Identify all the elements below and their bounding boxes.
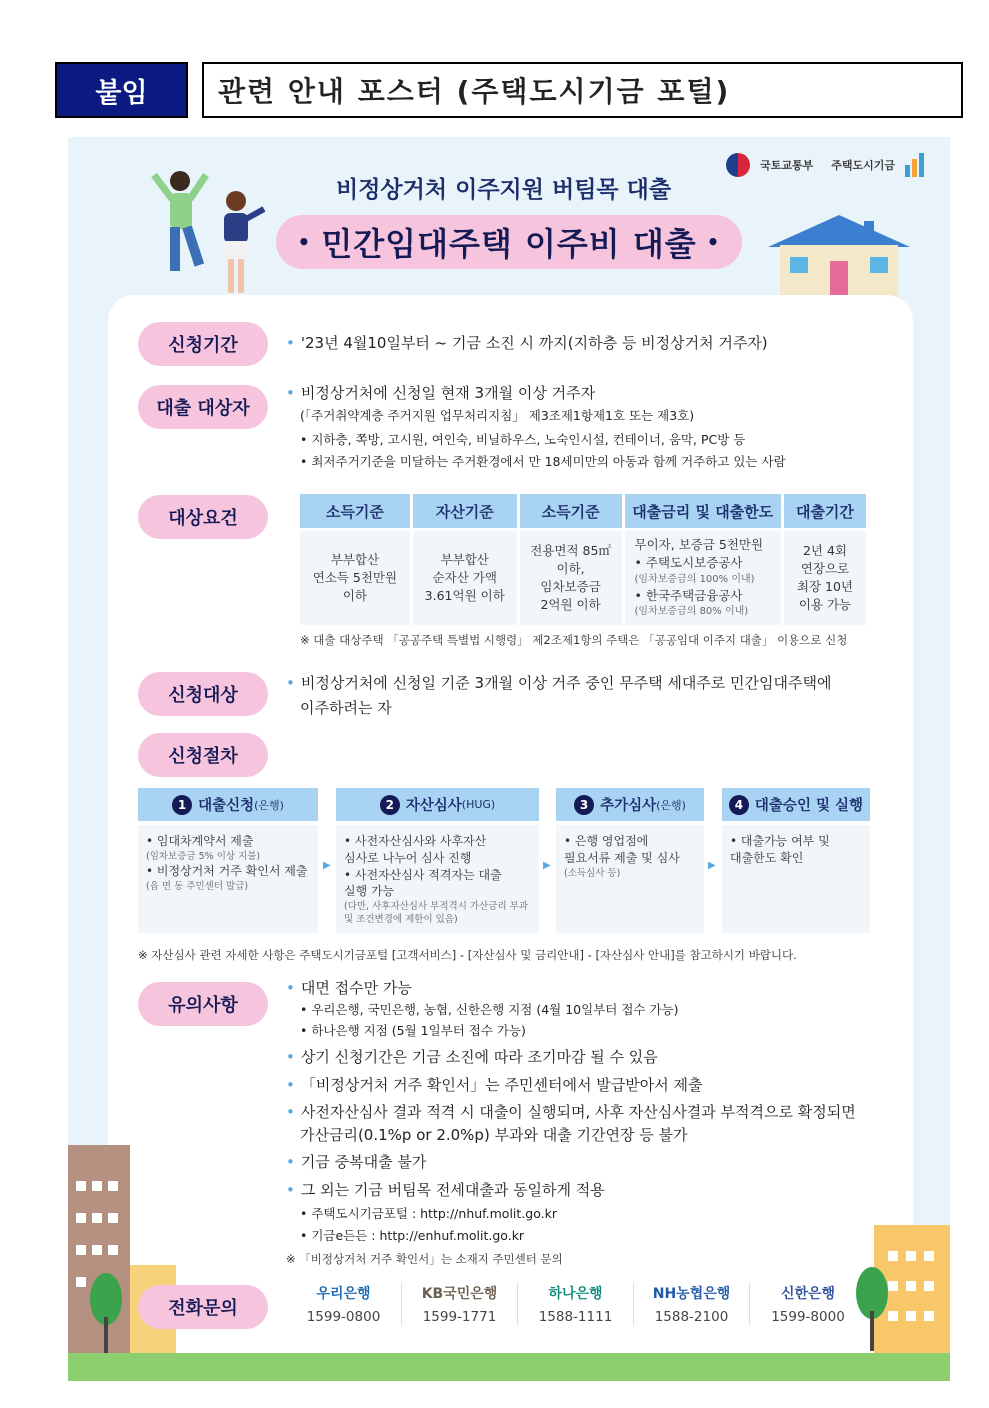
applicant-label: 신청대상 <box>138 672 268 716</box>
caution-item: • 주택도시기금포털 : http://nhuf.molit.go.kr <box>300 1206 557 1221</box>
period-text: • '23년 4월10일부터 ~ 기금 소진 시 까지(지하층 등 비정상거처 거주자) <box>286 333 768 355</box>
fund-logo-icon <box>905 153 924 177</box>
ministry-logo-icon <box>726 153 750 177</box>
requirements-label: 대상요건 <box>138 495 268 539</box>
bank-phone: 1599-0800 <box>306 1309 381 1325</box>
period-label: 신청기간 <box>138 322 268 366</box>
main-title-text: 민간임대주택 이주비 대출 <box>321 225 697 263</box>
ground-strip <box>68 1353 950 1381</box>
contact-label: 전화문의 <box>138 1285 268 1329</box>
caution-item: • 사전자산심사 결과 적격 시 대출이 실행되며, 사후 자산심사결과 부적격으로 확정되면 <box>286 1102 856 1124</box>
ministry-name: 국토교통부 <box>760 159 814 172</box>
tree-trunk-icon <box>870 1311 874 1351</box>
caution-item: • 상기 신청기간은 기금 소진에 따라 조기마감 될 수 있음 <box>286 1047 658 1069</box>
req-cell-period: 2년 4회 연장으로 최장 10년 이용 가능 <box>784 531 866 625</box>
caution-item: • 「비정상거처 거주 확인서」는 주민센터에서 발급받아서 제출 <box>286 1075 702 1097</box>
caution-item: • 기금 중복대출 불가 <box>286 1152 426 1174</box>
step-2: 2 자산심사 (HUG) • 사전자산심사와 사후자산 심사로 나누어 심사 진행 • 사전자산심사 적격자는 대출 실행 가능 (다만, 사후자산심사 부적격시 가산금리 부과 및 조건변경에 제한이 있음) <box>336 788 539 933</box>
step-4: 4 대출승인 및 실행 • 대출가능 여부 및 대출한도 확인 <box>722 788 870 933</box>
target-line3: • 지하층, 쪽방, 고시원, 여인숙, 비닐하우스, 노숙인시설, 컨테이너, 움막, PC방 등 <box>300 432 746 447</box>
poster-subtitle: 비정상거처 이주지원 버팀목 대출 <box>336 177 672 203</box>
poster <box>68 137 950 1381</box>
caution-item: • 그 외는 기금 버팀목 전세대출과 동일하게 적용 <box>286 1180 605 1202</box>
procedure-steps <box>138 788 872 936</box>
procedure-label: 신청절차 <box>138 733 268 777</box>
bank-woori: 우리은행 1599-0800 <box>286 1283 402 1325</box>
requirements-table <box>300 494 866 625</box>
req-header-income: 소득기준 <box>300 494 410 528</box>
tree-trunk-icon <box>104 1317 108 1357</box>
step-1: 1 대출신청 (은행) • 임대차계약서 제출 (임차보증금 5% 이상 지불) • 비정상거처 거주 확인서 제출 (읍 면 동 주민센터 발급) <box>138 788 318 933</box>
step-arrow-icon: ▶ <box>543 860 551 871</box>
req-header-housing: 소득기준 <box>520 494 622 528</box>
applicant-line2: 이주하려는 자 <box>300 699 392 717</box>
attachment-header <box>55 62 963 118</box>
req-cell-housing: 전용면적 85㎡ 이하, 임차보증금 2억원 이하 <box>520 531 622 625</box>
bank-phone: 1599-8000 <box>771 1309 845 1325</box>
bank-phone: 1588-2100 <box>654 1309 729 1325</box>
house-illustration-icon <box>764 213 914 297</box>
bank-kb: KB국민은행 1599-1771 <box>402 1283 518 1325</box>
req-cell-asset: 부부합산 순자산 가액 3.61억원 이하 <box>413 531 517 625</box>
req-header-asset: 자산기준 <box>413 494 517 528</box>
bank-phone: 1588-1111 <box>538 1309 613 1325</box>
target-label: 대출 대상자 <box>138 385 268 429</box>
bank-hana: 하나은행 1588-1111 <box>518 1283 634 1325</box>
caution-item: • 하나은행 지점 (5월 1일부터 접수 가능) <box>300 1023 526 1038</box>
caution-item: • 우리은행, 국민은행, 농협, 신한은행 지점 (4월 10일부터 접수 가능) <box>300 1002 679 1017</box>
req-header-period: 대출기간 <box>784 494 866 528</box>
caution-note: ※ 「비정상거처 거주 확인서」는 소재지 주민센터 문의 <box>286 1252 563 1266</box>
req-cell-income: 부부합산 연소득 5천만원 이하 <box>300 531 410 625</box>
step-arrow-icon: ▶ <box>323 860 331 871</box>
caution-item: • 대면 접수만 가능 <box>286 978 412 1000</box>
logos <box>726 153 924 177</box>
attachment-tag: 붙임 <box>55 62 188 118</box>
caution-item: • 기금e든든 : http://enhuf.molit.go.kr <box>300 1228 525 1243</box>
bank-nh: NH농협은행 1588-2100 <box>634 1283 750 1325</box>
applicant-line1: • 비정상거처에 신청일 기준 3개월 이상 거주 중인 무주택 세대주로 민간임대주택에 <box>286 673 832 695</box>
caution-label: 유의사항 <box>138 982 268 1026</box>
bank-contacts <box>286 1283 866 1325</box>
bank-phone: 1599-1771 <box>422 1309 497 1325</box>
step-3: 3 추가심사 (은행) • 은행 영업점에 필요서류 제출 및 심사 (소득심사 등) <box>556 788 704 933</box>
target-line1: • 비정상거처에 신청일 현재 3개월 이상 거주자 <box>286 383 595 405</box>
target-line2: (「주거취약계층 주거지원 업무처리지침」 제3조제1항제1호 또는 제3호) <box>300 408 695 423</box>
requirements-note: ※ 대출 대상주택 「공공주택 특별법 시행령」 제2조제1항의 주택은 「공공임대 이주지 대출」 이용으로 신청 <box>300 633 848 647</box>
fund-name: 주택도시기금 <box>831 159 895 172</box>
req-header-rate-limit: 대출금리 및 대출한도 <box>625 494 781 528</box>
people-illustration-icon <box>140 161 280 301</box>
caution-item: 가산금리(0.1%p or 2.0%p) 부과와 대출 기간연장 등 불가 <box>300 1126 688 1144</box>
poster-main-title: • 민간임대주택 이주비 대출 • <box>276 215 742 269</box>
target-line4: • 최저주거기준을 미달하는 주거환경에서 만 18세미만의 아동과 함께 거주하고 있는 사람 <box>300 454 786 469</box>
procedure-note: ※ 자산심사 관련 자세한 사항은 주택도시기금포털 [고객서비스] - [자산심사 및 금리안내] - [자산심사 안내]를 참고하시기 바랍니다. <box>138 948 797 962</box>
attachment-title: 관련 안내 포스터 (주택도시기금 포털) <box>202 62 963 118</box>
bank-shinhan: 신한은행 1599-8000 <box>750 1283 866 1325</box>
building-illustration <box>68 1145 130 1361</box>
req-cell-rate-limit: 무이자, 보증금 5천만원 • 주택도시보증공사 (임차보증금의 100% 이내) • 한국주택금융공사 (임차보증금의 80% 이내) <box>625 531 781 625</box>
step-arrow-icon: ▶ <box>708 860 716 871</box>
